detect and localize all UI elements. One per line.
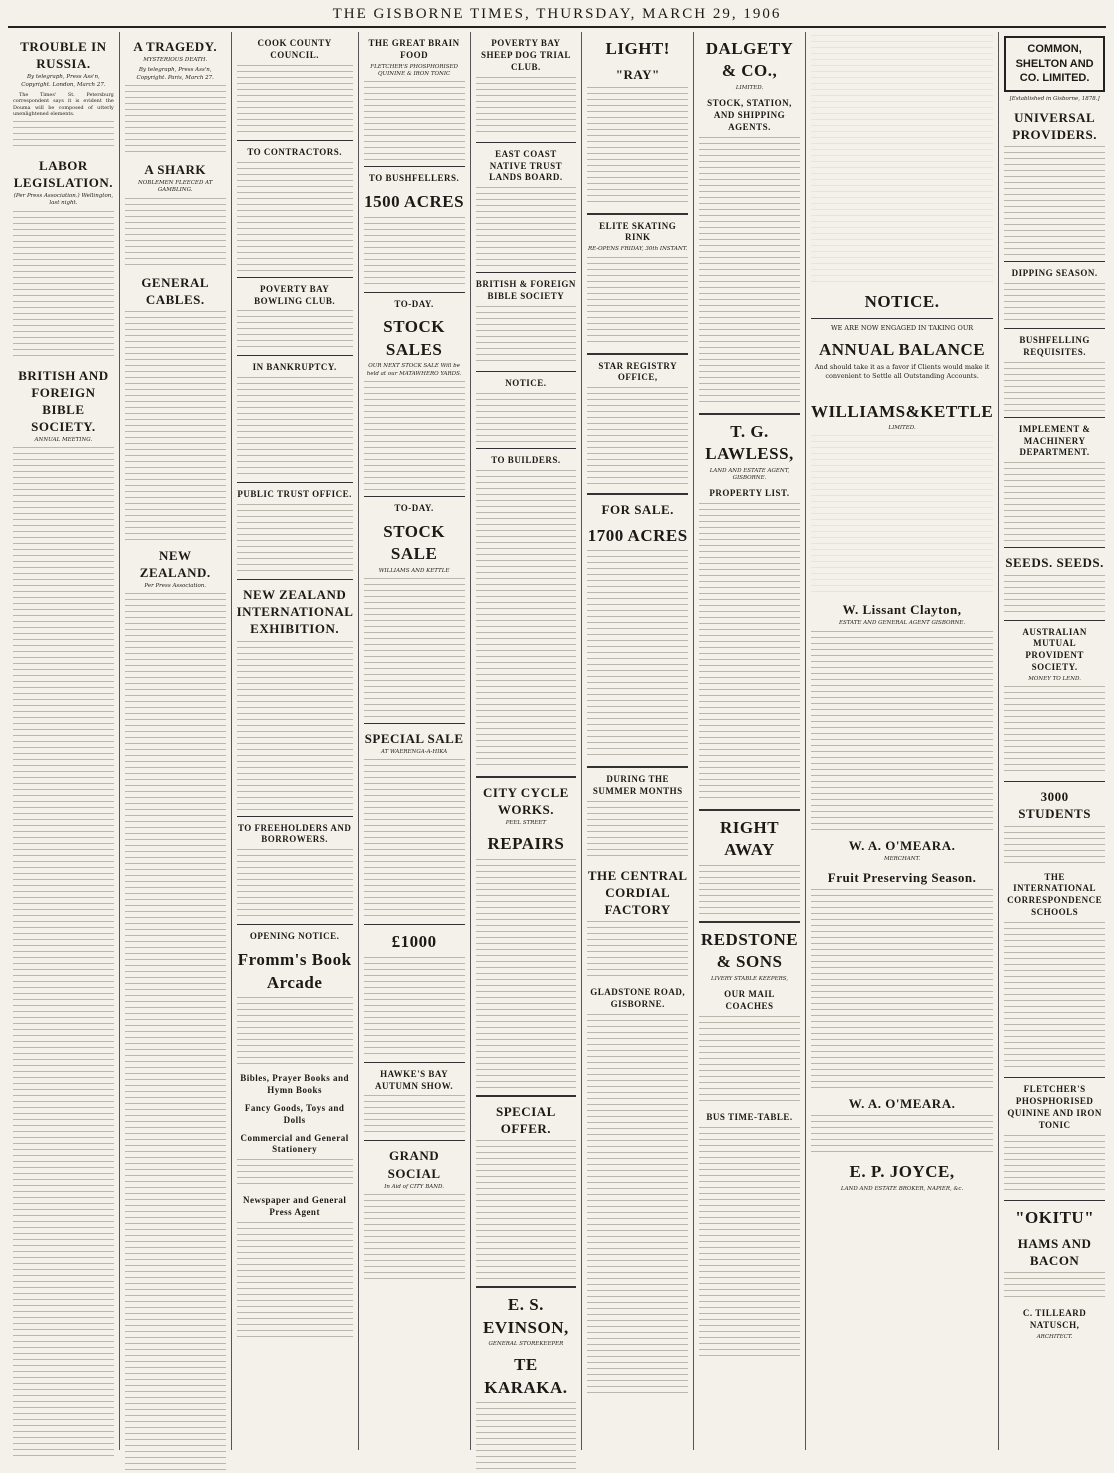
ad-body: [587, 1014, 688, 1394]
ad-body: [364, 1095, 465, 1135]
ad-subheading: [Established in Gisborne, 1878.]: [1009, 95, 1100, 102]
ad-subheading: ARCHITECT.: [1036, 1334, 1073, 1341]
ad-heading: POVERTY BAY BOWLING CLUB.: [254, 283, 336, 306]
ad-subheading: MERCHANT.: [883, 855, 921, 862]
ad-body: [476, 187, 577, 267]
ad-big: REPAIRS: [487, 834, 565, 854]
ad-body: [587, 550, 688, 760]
dateline: Per Press Association.: [144, 583, 207, 590]
headline-a-tragedy: A TRAGEDY.: [133, 39, 218, 54]
ad-body: [476, 1402, 577, 1472]
ad-heading: OPENING NOTICE.: [249, 931, 340, 942]
ad-body: [1004, 1135, 1105, 1195]
ad-subheading: LIMITED.: [888, 425, 916, 432]
ad-body: [811, 631, 993, 831]
ad-big: RIGHT AWAY: [719, 818, 780, 860]
ad-heading: C. TILLEARD NATUSCH,: [1022, 1308, 1087, 1331]
ad-heading: THE GREAT BRAIN FOOD: [368, 38, 460, 60]
dateline: (Per Press Association.) Wellington, last night.: [13, 193, 114, 207]
dateline: By telegraph, Press Ass'n, Copyright. Paris, March 27.: [136, 67, 214, 81]
ad-subheading: LAND AND ESTATE AGENT, GISBORNE.: [709, 467, 790, 481]
ad-body: [587, 257, 688, 347]
ad-big: E. P. JOYCE,: [849, 1162, 955, 1182]
ad-subheading: LAND AND ESTATE BROKER, NAPIER, &c.: [840, 1185, 964, 1192]
ad-body: [237, 65, 353, 135]
ad-body: [237, 1159, 353, 1189]
ad-line: Fancy Goods, Toys and Dolls: [244, 1102, 345, 1125]
ad-heading: THE CENTRAL CORDIAL FACTORY: [587, 867, 688, 917]
ad-subheading: MONEY TO LEND.: [1028, 676, 1081, 683]
column-5: [471, 32, 583, 1450]
ad-subheading: In Aid of CITY BAND.: [384, 1183, 444, 1190]
ad-body: [364, 81, 465, 161]
ad-heading: DIPPING SEASON.: [1011, 268, 1098, 279]
blank-space: [811, 435, 993, 595]
ad-body: [811, 1115, 993, 1155]
ad-body: [476, 859, 577, 1089]
ad-heading: NOTICE.: [505, 378, 547, 388]
article-body: [13, 447, 114, 1457]
article-body: [125, 198, 226, 268]
ad-body: [237, 641, 353, 811]
ad-heading: HAMS AND BACON: [1017, 1236, 1092, 1269]
ad-body: [587, 801, 688, 861]
notice-text: And should take it as a favor if Clients would make it convenient to Settle all Outstanding Accounts.: [814, 363, 990, 381]
ad-heading: STOCK, STATION, AND SHIPPING AGENTS.: [707, 98, 792, 132]
ad-body: [364, 381, 465, 491]
ad-big: "OKITU": [1015, 1207, 1095, 1227]
ad-heading: CITY CYCLE WORKS.: [483, 784, 569, 817]
ad-body: [1004, 1272, 1105, 1302]
ad-heading: DURING THE SUMMER MONTHS: [592, 773, 683, 796]
annual-balance-heading: ANNUAL BALANCE: [818, 340, 986, 360]
column-8: [806, 32, 999, 1450]
ad-subheading: LIMITED.: [735, 84, 764, 91]
headline-bible-society: BRITISH AND FOREIGN BIBLE SOCIETY.: [18, 367, 109, 434]
headline-trouble-in-russia: TROUBLE IN RUSSIA.: [20, 39, 107, 72]
column-4: [359, 32, 471, 1450]
masthead: THE GISBORNE TIMES, THURSDAY, MARCH 29, 1906: [8, 2, 1106, 28]
article-body: [13, 211, 114, 361]
ad-line: Bibles, Prayer Books and Hymn Books: [240, 1073, 350, 1095]
ad-heading: TO FREEHOLDERS AND BORROWERS.: [237, 822, 352, 845]
headline-labor-legislation: LABOR LEGISLATION.: [13, 157, 114, 190]
ad-heading: COMMON, SHELTON AND CO. LIMITED.: [1015, 43, 1094, 85]
ad-body: [699, 503, 800, 803]
ad-body: [237, 849, 353, 919]
ad-heading: TO-DAY.: [394, 298, 434, 309]
ad-body: [364, 1194, 465, 1284]
notice-heading: NOTICE.: [864, 292, 940, 311]
ad-subheading: LIVERY STABLE KEEPERS,: [711, 975, 789, 982]
subheading: MYSTERIOUS DEATH.: [143, 57, 208, 64]
article-body: [13, 121, 114, 151]
ad-heading: GRAND SOCIAL: [387, 1148, 441, 1181]
ad-body: [476, 306, 577, 366]
williams-kettle-heading: WILLIAMS&KETTLE: [810, 401, 994, 421]
ad-subheading: OUR NEXT STOCK SALE Will be held at our MATAWHERO YARDS.: [366, 363, 462, 377]
ad-big: E. S. EVINSON,: [483, 1295, 569, 1337]
ad-subheading: FLETCHER'S PHOSPHORISED QUININE & IRON TONIC: [370, 63, 458, 77]
ad-line: Commercial and General Stationery: [240, 1132, 349, 1155]
ad-heading: GLADSTONE ROAD, GISBORNE.: [590, 987, 686, 1010]
ad-big: DALGETY & CO.,: [705, 39, 794, 81]
column-9: [999, 32, 1110, 1450]
ad-body: [364, 759, 465, 919]
ad-body: [364, 957, 465, 1057]
ad-big: T. G. LAWLESS,: [705, 421, 794, 464]
ad-heading: FLETCHER'S PHOSPHORISED QUININE AND IRON TONIC: [1007, 1084, 1102, 1130]
ad-big: £1000: [391, 932, 437, 952]
ad-heading: W. A. O'MEARA.: [848, 1096, 956, 1112]
headline-new-zealand: NEW ZEALAND.: [139, 547, 211, 581]
notice-text: WE ARE NOW ENGAGED IN TAKING OUR: [830, 324, 974, 333]
ad-heading: HAWKE'S BAY AUTUMN SHOW.: [375, 1068, 454, 1091]
ad-heading: BRITISH & FOREIGN BIBLE SOCIETY: [475, 279, 576, 302]
ad-big: 1500 ACRES: [364, 192, 465, 212]
blank-space: [811, 35, 993, 285]
column-6: [582, 32, 694, 1450]
article-body: [125, 311, 226, 541]
ad-body: [587, 387, 688, 487]
ad-heading: SPECIAL OFFER.: [495, 1103, 556, 1136]
headline-general-cables: GENERAL CABLES.: [141, 274, 210, 307]
ad-body: [237, 377, 353, 477]
ad-body: [1004, 283, 1105, 323]
ad-body: [476, 77, 577, 137]
ad-subheading: GENERAL STOREKEEPER: [488, 1340, 564, 1347]
ad-heading: 3000 STUDENTS: [1018, 789, 1091, 822]
ad-heading: PROPERTY LIST.: [709, 488, 790, 499]
ad-body: [699, 137, 800, 407]
ad-body: [237, 310, 353, 350]
ad-body: [237, 997, 353, 1067]
article-body: [125, 593, 226, 1473]
ad-body: [587, 87, 688, 207]
ad-heading: NEW ZEALAND INTERNATIONAL EXHIBITION.: [236, 587, 354, 637]
ad-subheading: AT WAERENGA-A-HIKA: [380, 748, 448, 755]
ad-heading: Fruit Preserving Season.: [827, 870, 977, 886]
ad-heading: FOR SALE.: [601, 502, 674, 518]
headline-a-shark: A SHARK: [144, 161, 207, 177]
ad-heading: BUSHFELLING REQUISITES.: [1019, 334, 1090, 357]
ad-body: [476, 393, 577, 443]
ad-body: [1004, 362, 1105, 412]
ad-heading: SEEDS. SEEDS.: [1005, 555, 1104, 571]
ad-heading: TO CONTRACTORS.: [247, 146, 342, 157]
ad-big: STOCK SALE: [383, 521, 445, 564]
ad-body: [364, 578, 465, 718]
ad-subheading: ESTATE AND GENERAL AGENT GISBORNE.: [838, 620, 966, 627]
ad-heading: IMPLEMENT & MACHINERY DEPARTMENT.: [1018, 423, 1091, 458]
ad-heading: THE INTERNATIONAL CORRESPONDENCE SCHOOLS: [1007, 871, 1103, 918]
ad-heading: COOK COUNTY COUNCIL.: [257, 38, 332, 60]
ad-body: [237, 162, 353, 272]
ad-heading: AUSTRALIAN MUTUAL PROVIDENT SOCIETY.: [1022, 626, 1087, 673]
ad-heading: PUBLIC TRUST OFFICE.: [237, 489, 352, 500]
ad-subheading: RE-OPENS FRIDAY, 30th INSTANT.: [588, 246, 688, 253]
ad-body: [476, 470, 577, 770]
dateline: By telegraph, Press Ass'n, Copyright. London, March 27.: [21, 74, 106, 88]
ad-body: [811, 889, 993, 1089]
column-2: [120, 32, 232, 1450]
ad-big: REDSTONE & SONS: [700, 929, 799, 972]
ad-big: TE KARAKA.: [484, 1355, 568, 1397]
ad-heading: Fromm's Book Arcade: [237, 950, 352, 992]
ad-body: [237, 1222, 353, 1342]
ad-body: [699, 865, 800, 915]
ad-big: STOCK SALES: [383, 317, 445, 359]
ad-heading: TO BUSHFELLERS.: [368, 173, 460, 184]
ad-heading: TO BUILDERS.: [491, 454, 561, 465]
ad-big: 1700 ACRES: [587, 525, 688, 545]
ad-heading: BUS TIME-TABLE.: [706, 1111, 793, 1122]
ad-body: [1004, 686, 1105, 776]
ad-subheading: WILLIAMS AND KETTLE: [378, 567, 450, 574]
article-text: The Times' St. Petersburg correspondent says it is evident the Douma will be composed of utterly unenlightened elements.: [13, 91, 114, 118]
ad-body: [1004, 922, 1105, 1072]
ad-big: LIGHT!: [605, 39, 670, 58]
ad-heading: STAR REGISTRY OFFICE,: [598, 360, 678, 383]
ad-body: [699, 1016, 800, 1106]
ad-body: [1004, 462, 1105, 542]
ad-heading: OUR MAIL COACHES: [724, 989, 775, 1011]
ad-heading: POVERTY BAY SHEEP DOG TRIAL CLUB.: [480, 38, 571, 72]
ad-body: [237, 504, 353, 574]
ad-heading: TO-DAY.: [394, 502, 434, 513]
common-shelton-banner: [1004, 36, 1105, 92]
ad-heading: UNIVERSAL PROVIDERS.: [1012, 109, 1098, 142]
ad-body: [587, 921, 688, 981]
column-1: [8, 32, 120, 1450]
ad-body: [364, 217, 465, 287]
subheading: ANNUAL MEETING.: [34, 437, 93, 444]
column-7: [694, 32, 806, 1450]
ad-body: [1004, 146, 1105, 256]
ad-body: [1004, 826, 1105, 866]
column-3: [232, 32, 359, 1450]
ad-heading: SPECIAL SALE: [364, 730, 464, 746]
ad-body: [699, 1127, 800, 1357]
ad-line: Newspaper and General Press Agent: [242, 1195, 347, 1218]
ad-heading: IN BANKRUPTCY.: [252, 362, 337, 373]
newspaper-page: [8, 32, 1110, 1450]
ad-heading: ELITE SKATING RINK: [599, 220, 677, 243]
article-body: [125, 85, 226, 155]
ad-subheading: PEEL STREET: [505, 820, 547, 827]
ad-heading: EAST COAST NATIVE TRUST LANDS BOARD.: [489, 148, 563, 183]
ad-heading: "RAY": [615, 67, 660, 83]
ad-body: [476, 1140, 577, 1280]
ad-body: [1004, 575, 1105, 615]
ad-heading: W. Lissant Clayton,: [842, 602, 962, 618]
ad-heading: W. A. O'MEARA.: [848, 837, 956, 853]
subheading: NOBLEMEN FLEECED AT GAMBLING.: [137, 180, 213, 194]
